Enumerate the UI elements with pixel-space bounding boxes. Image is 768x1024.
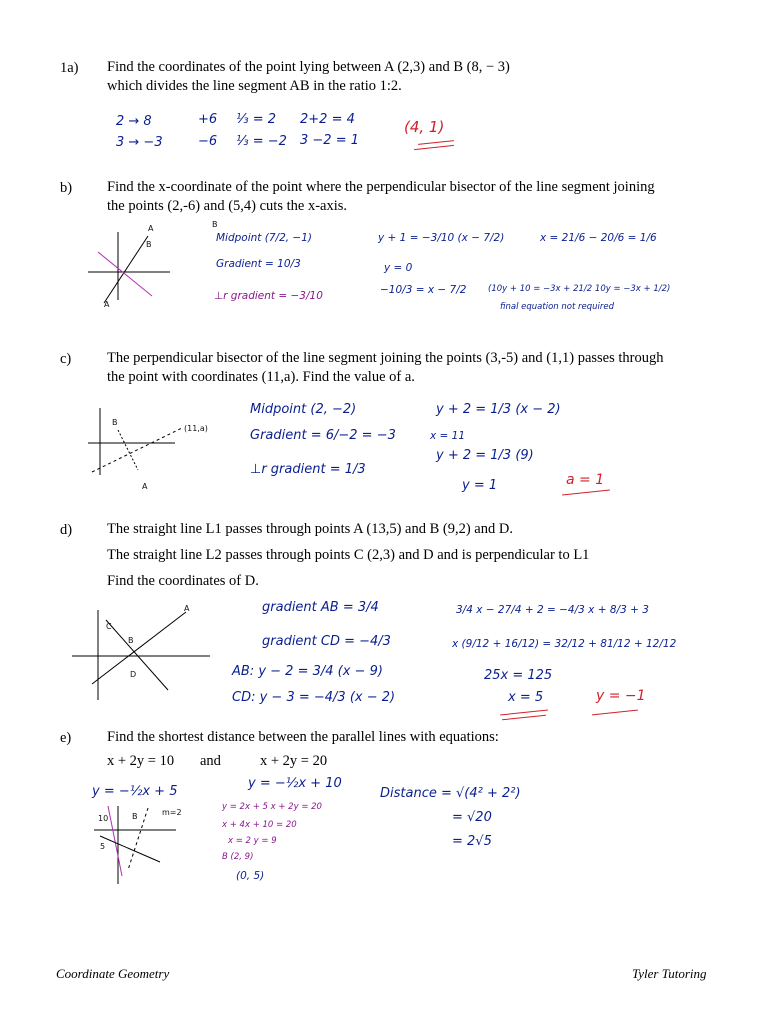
q1d-answer-y: y = −1 — [596, 688, 646, 704]
q1d-work-combine: 3/4 x − 27/4 + 2 = −4/3 x + 8/3 + 3 — [456, 604, 649, 616]
q1d-line-2: The straight line L2 passes through points C (2,3) and D and is perpendicular to L1 — [107, 547, 590, 563]
q1b-work-aside: (10y + 10 = −3x + 21/2 10y = −3x + 1/2) — [488, 284, 671, 294]
q1d-work-x: x = 5 — [508, 690, 544, 705]
q1c-line-1: The perpendicular bisector of the line segment joining the points (3,-5) and (1,1) passes through — [107, 350, 664, 366]
q1b-work-perp-gradient: ⊥r gradient = −3/10 — [214, 290, 323, 302]
q1d-work-cd-eq: CD: y − 3 = −4/3 (x − 2) — [232, 690, 396, 705]
q1a-work-4: −6 — [198, 134, 218, 149]
q1c-sketch-label-a: A — [142, 482, 148, 491]
q1b-sketch-label-a: A — [104, 300, 110, 309]
footer-right: Tyler Tutoring — [632, 966, 707, 981]
q1d-work-ab-eq: AB: y − 2 = 3/4 (x − 9) — [232, 664, 383, 679]
q1d-sketch-label-b: B — [128, 636, 134, 645]
q1a-line-1: Find the coordinates of the point lying between A (2,3) and B (8, − 3) — [107, 59, 510, 75]
q1b-work-line-eq: y + 1 = −3/10 (x − 7/2) — [378, 232, 505, 244]
q1e-sketch-label-5: 5 — [100, 842, 106, 851]
q1c-work-sub: y + 2 = 1/3 (9) — [436, 448, 534, 463]
q1e-work-line2: y = −½x + 10 — [248, 776, 342, 791]
q1c-work-perp: ⊥r gradient = 1/3 — [250, 462, 366, 477]
q1c-sketch-label-point: (11,a) — [184, 424, 208, 433]
q1b-work-aside-note: final equation not required — [500, 302, 614, 312]
q1e-work-sub: x + 4x + 10 = 20 — [222, 820, 297, 830]
q1b-work-x: x = 21/6 − 20/6 = 1/6 — [540, 232, 657, 244]
q1d-sketch-label-a: A — [184, 604, 190, 613]
q1b-sketch-label-b: B — [146, 240, 152, 249]
q1e-sketch-label-b: B — [132, 812, 138, 821]
q1c-work-line-eq: y + 2 = 1/3 (x − 2) — [436, 402, 561, 417]
q1e-eq-and: and — [200, 753, 221, 769]
q1a-label: 1a) — [60, 60, 79, 76]
q1e-work-solve: x = 2 y = 9 — [228, 836, 277, 846]
q1b-sketch-label-a-top: A — [148, 224, 154, 233]
q1d-work-grad-cd: gradient CD = −4/3 — [262, 634, 391, 649]
q1a-work-5: ⅓ = 2 — [236, 112, 277, 127]
q1b-label: b) — [60, 180, 73, 196]
q1b-work-solve: −10/3 = x − 7/2 — [380, 284, 467, 296]
q1c-work-midpoint: Midpoint (2, −2) — [250, 402, 357, 417]
q1e-work-perp: y = 2x + 5 x + 2y = 20 — [222, 802, 322, 812]
q1e-work-point: (0, 5) — [236, 870, 265, 882]
q1a-answer: (4, 1) — [404, 118, 445, 136]
q1e-sketch-label-m: m=2 — [162, 808, 182, 817]
q1a-work-7: 2+2 = 4 — [300, 112, 355, 127]
q1b-label-b-above: B — [212, 220, 218, 229]
q1d-work-25x: 25x = 125 — [484, 668, 553, 683]
q1a-line-2: which divides the line segment AB in the ratio 1:2. — [107, 78, 402, 94]
q1d-sketch-label-d: D — [130, 670, 137, 679]
q1c-work-gradient: Gradient = 6/−2 = −3 — [250, 428, 396, 443]
q1e-work-b: B (2, 9) — [222, 852, 254, 862]
q1b-work-gradient: Gradient = 10/3 — [216, 258, 301, 270]
q1d-sketch-label-c: C — [106, 622, 112, 631]
q1c-sketch-label-b: B — [112, 418, 118, 427]
q1a-work-2: 3 → −3 — [116, 135, 163, 150]
q1b-work-y0: y = 0 — [384, 262, 413, 274]
q1a-work-3: +6 — [198, 112, 218, 127]
q1c-label: c) — [60, 351, 72, 367]
q1d-work-grad-ab: gradient AB = 3/4 — [262, 600, 379, 615]
q1d-line-1: The straight line L1 passes through points A (13,5) and B (9,2) and D. — [107, 521, 513, 537]
q1b-line-1: Find the x-coordinate of the point where the perpendicular bisector of the line segment joining — [107, 179, 655, 195]
q1e-eq2: x + 2y = 20 — [260, 753, 328, 769]
q1e-work-distance: Distance = √(4² + 2²) — [380, 786, 521, 801]
q1e-line-1: Find the shortest distance between the parallel lines with equations: — [107, 729, 499, 745]
q1b-line-2: the points (2,-6) and (5,4) cuts the x-axis. — [107, 198, 348, 214]
q1b-work-midpoint: Midpoint (7/2, −1) — [216, 232, 313, 244]
q1a-work-8: 3 −2 = 1 — [300, 133, 359, 148]
q1a-work-1: 2 → 8 — [116, 114, 152, 129]
q1e-eq1: x + 2y = 10 — [107, 753, 175, 769]
q1d-line-3: Find the coordinates of D. — [107, 573, 259, 589]
q1a-work-6: ⅓ = −2 — [236, 134, 287, 149]
q1e-work-answer: = 2√5 — [452, 834, 492, 849]
q1e-sketch-label-10: 10 — [98, 814, 109, 823]
q1c-work-x: x = 11 — [430, 430, 466, 442]
q1c-answer: a = 1 — [566, 472, 605, 488]
q1d-label: d) — [60, 522, 73, 538]
footer-left: Coordinate Geometry — [56, 966, 170, 981]
q1d-work-factor: x (9/12 + 16/12) = 32/12 + 81/12 + 12/12 — [452, 638, 677, 650]
q1c-work-y: y = 1 — [462, 478, 498, 493]
q1e-work-line1: y = −½x + 5 — [92, 784, 178, 799]
q1e-label: e) — [60, 730, 72, 746]
q1c-line-2: the point with coordinates (11,a). Find the value of a. — [107, 369, 415, 385]
q1e-work-root20: = √20 — [452, 810, 492, 825]
